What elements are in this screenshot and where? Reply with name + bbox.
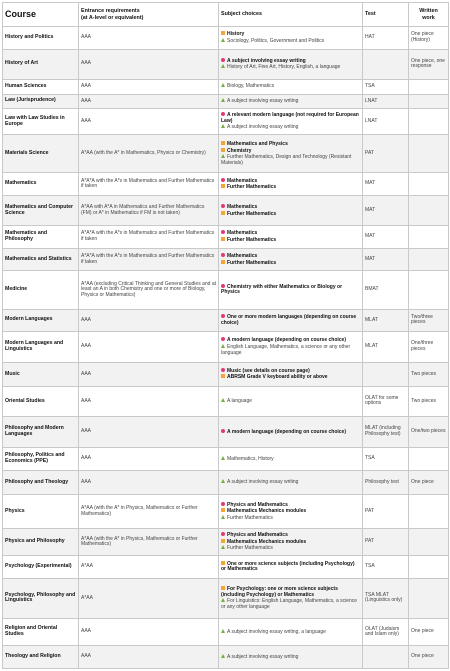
table-row: [3, 362, 449, 387]
subject-choices: [219, 578, 363, 619]
entrance-requirements: AAA: [79, 470, 219, 495]
subject-item: [221, 314, 360, 326]
course-requirements-table: [2, 2, 449, 669]
course-name: Medicine: [3, 271, 79, 309]
subject-item: [221, 374, 360, 381]
subject-item: [221, 429, 360, 436]
course-name: Law with Law Studies in Europe: [3, 109, 79, 135]
subject-item: [221, 148, 360, 155]
course-name: Philosophy and Modern Languages: [3, 416, 79, 448]
admissions-test: TSA: [363, 79, 409, 94]
subject-item: [221, 532, 360, 539]
subject-choices: [219, 416, 363, 448]
subject-item: [221, 83, 360, 90]
subject-item: [221, 64, 360, 71]
admissions-test: MAT: [363, 195, 409, 225]
entrance-requirements: A*A*A with the A*s in Mathematics and Further Mathematics if taken: [79, 226, 219, 249]
admissions-test: MAT: [363, 226, 409, 249]
entrance-requirements: A*AA (with the A* in Physics, Mathematics or Further Mathematics): [79, 495, 219, 529]
subject-text: Physics and Mathematics: [227, 501, 288, 508]
table-row: [3, 109, 449, 135]
written-work: [409, 271, 449, 309]
entrance-requirements: AAA: [79, 387, 219, 416]
subject-item: [221, 561, 360, 573]
course-name: Psychology (Experimental): [3, 556, 79, 579]
admissions-test: MAT: [363, 248, 409, 271]
written-work: [409, 109, 449, 135]
square-marker-icon: [221, 539, 225, 543]
subject-item: [221, 253, 360, 260]
subject-text: A subject involving essay writing: [227, 479, 299, 486]
course-name: Oriental Studies: [3, 387, 79, 416]
admissions-test: HAT: [363, 27, 409, 50]
triangle-marker-icon: [221, 124, 225, 128]
admissions-test: [363, 49, 409, 79]
written-work: Two pieces: [409, 387, 449, 416]
subject-text: A modern language (depending on course choice): [227, 337, 346, 344]
entrance-requirements: AAA: [79, 27, 219, 50]
triangle-marker-icon: [221, 654, 225, 658]
subject-item: [221, 586, 360, 598]
subject-item: [221, 38, 360, 45]
written-work: One piece (History): [409, 27, 449, 50]
written-work: One piece: [409, 470, 449, 495]
subject-item: [221, 479, 360, 486]
admissions-test: PAT: [363, 529, 409, 556]
square-marker-icon: [221, 586, 225, 590]
subject-item: [221, 368, 360, 375]
subject-item: [221, 58, 360, 65]
subject-item: [221, 260, 360, 267]
header-written-work: [409, 3, 449, 27]
subject-item: [221, 508, 360, 515]
header-requirements: [79, 3, 219, 27]
triangle-marker-icon: [221, 83, 225, 87]
subject-choices: [219, 248, 363, 271]
subject-choices: [219, 195, 363, 225]
subject-choices: [219, 619, 363, 646]
subject-item: [221, 398, 360, 405]
subject-item: [221, 598, 360, 610]
admissions-test: [363, 646, 409, 669]
admissions-test: OLAT for some options: [363, 387, 409, 416]
table-row: [3, 387, 449, 416]
subject-text: A subject involving essay writing: [227, 124, 299, 131]
written-work: [409, 135, 449, 173]
course-name: Mathematics: [3, 173, 79, 196]
course-name: Physics and Philosophy: [3, 529, 79, 556]
subject-text: Further Mathematics: [227, 259, 277, 266]
admissions-test: MLAT: [363, 309, 409, 332]
subject-item: [221, 98, 360, 105]
subject-item: [221, 211, 360, 218]
subject-text: A language: [227, 398, 253, 405]
square-marker-icon: [221, 561, 225, 565]
subject-choices: [219, 49, 363, 79]
subject-text: Sociology, Politics, Government and Politics: [227, 37, 325, 44]
entrance-requirements: A*AA (with the A* in Physics, Mathematics or Further Mathematics): [79, 529, 219, 556]
table-row: [3, 495, 449, 529]
circle-marker-icon: [221, 532, 225, 536]
table-row: [3, 135, 449, 173]
square-marker-icon: [221, 237, 225, 241]
subject-choices: [219, 94, 363, 109]
admissions-test: MAT: [363, 173, 409, 196]
subject-text: Mathematics Mechanics modules: [227, 538, 307, 545]
admissions-test: MLAT: [363, 332, 409, 362]
table-row: [3, 578, 449, 619]
header-work-line1: Written: [419, 8, 438, 15]
written-work: One piece: [409, 646, 449, 669]
table-body: [3, 27, 449, 669]
subject-item: [221, 184, 360, 191]
circle-marker-icon: [221, 112, 225, 116]
subject-item: [221, 178, 360, 185]
triangle-marker-icon: [221, 456, 225, 460]
circle-marker-icon: [221, 429, 225, 433]
entrance-requirements: AAA: [79, 309, 219, 332]
triangle-marker-icon: [221, 154, 225, 158]
square-marker-icon: [221, 141, 225, 145]
subject-choices: [219, 529, 363, 556]
table-row: [3, 248, 449, 271]
table-row: [3, 79, 449, 94]
written-work: [409, 173, 449, 196]
header-work-line2: work: [422, 14, 435, 21]
admissions-test: OLAT (Judaism and Islam only): [363, 619, 409, 646]
header-subjects: Subject choices: [219, 3, 363, 27]
written-work: [409, 248, 449, 271]
triangle-marker-icon: [221, 98, 225, 102]
written-work: [409, 556, 449, 579]
subject-item: [221, 112, 360, 124]
course-name: Mathematics and Statistics: [3, 248, 79, 271]
table-row: [3, 226, 449, 249]
subject-text: ABRSM Grade V keyboard ability or above: [227, 374, 328, 381]
admissions-test: MLAT (including Philosophy test): [363, 416, 409, 448]
written-work: One/three pieces: [409, 332, 449, 362]
square-marker-icon: [221, 374, 225, 378]
subject-text: A subject involving essay writing: [227, 57, 306, 64]
admissions-test: TSA: [363, 556, 409, 579]
header-course: Course: [3, 3, 79, 27]
entrance-requirements: AAA: [79, 109, 219, 135]
table-row: [3, 27, 449, 50]
admissions-test: TSA: [363, 448, 409, 471]
entrance-requirements: AAA: [79, 646, 219, 669]
subject-choices: [219, 109, 363, 135]
table-row: [3, 195, 449, 225]
entrance-requirements: AAA: [79, 619, 219, 646]
subject-text: For Linguistics: English Language, Mathematics, a science or any other language: [221, 598, 358, 611]
subject-item: [221, 230, 360, 237]
subject-text: A relevant modern language (not required for European Law): [221, 112, 359, 124]
subject-choices: [219, 495, 363, 529]
subject-text: English Language, Mathematics, a science or any other language: [221, 344, 351, 356]
subject-choices: [219, 79, 363, 94]
subject-text: Further Mathematics, Design and Technology (Resistant Materials): [221, 154, 352, 166]
written-work: One piece: [409, 619, 449, 646]
entrance-requirements: A*A*A with the A*s in Mathematics and Further Mathematics if taken: [79, 173, 219, 196]
subject-text: Mathematics: [227, 177, 258, 184]
subject-text: Further Mathematics: [227, 515, 273, 522]
subject-item: [221, 502, 360, 509]
subject-choices: [219, 470, 363, 495]
written-work: Two/three pieces: [409, 309, 449, 332]
course-name: History of Art: [3, 49, 79, 79]
written-work: [409, 448, 449, 471]
subject-text: One or more science subjects (including Psychology) or Mathematics: [221, 560, 355, 573]
square-marker-icon: [221, 508, 225, 512]
subject-choices: [219, 271, 363, 309]
subject-choices: [219, 646, 363, 669]
subject-text: History of Art, Fine Art, History, English, a language: [227, 64, 341, 71]
subject-text: Physics and Mathematics: [227, 532, 288, 539]
entrance-requirements: AAA: [79, 94, 219, 109]
triangle-marker-icon: [221, 629, 225, 633]
triangle-marker-icon: [221, 479, 225, 483]
triangle-marker-icon: [221, 398, 225, 402]
table-row: [3, 416, 449, 448]
entrance-requirements: AAA: [79, 448, 219, 471]
circle-marker-icon: [221, 178, 225, 182]
table-row: [3, 448, 449, 471]
subject-text: For Psychology: one or more science subjects (including Psychology) or Mathematics: [221, 586, 338, 598]
course-name: Human Sciences: [3, 79, 79, 94]
entrance-requirements: A*AA (with the A* in Mathematics, Physics or Chemistry): [79, 135, 219, 173]
subject-item: [221, 456, 360, 463]
subject-text: Music (see details on course page): [227, 367, 310, 374]
admissions-test: TSA MLAT (Linguistics only): [363, 578, 409, 619]
subject-text: History: [227, 31, 245, 38]
subject-text: Mathematics: [227, 252, 258, 259]
table-row: [3, 556, 449, 579]
written-work: [409, 226, 449, 249]
triangle-marker-icon: [221, 38, 225, 42]
subject-text: Further Mathematics: [227, 184, 277, 191]
written-work: [409, 529, 449, 556]
subject-text: Chemistry: [227, 147, 252, 154]
admissions-test: PAT: [363, 135, 409, 173]
table-row: [3, 49, 449, 79]
admissions-test: PAT: [363, 495, 409, 529]
subject-text: Mathematics Mechanics modules: [227, 508, 307, 515]
square-marker-icon: [221, 148, 225, 152]
admissions-test: BMAT: [363, 271, 409, 309]
subject-choices: [219, 27, 363, 50]
subject-text: Further Mathematics: [227, 237, 277, 244]
table-row: [3, 646, 449, 669]
admissions-test: Philosophy test: [363, 470, 409, 495]
subject-text: Chemistry with either Mathematics or Biology or Physics: [221, 283, 343, 296]
written-work: [409, 195, 449, 225]
table-row: [3, 529, 449, 556]
circle-marker-icon: [221, 230, 225, 234]
entrance-requirements: A*AA: [79, 578, 219, 619]
table-row: [3, 173, 449, 196]
course-name: Philosophy, Politics and Economics (PPE): [3, 448, 79, 471]
entrance-requirements: A*A*A with the A*s in Mathematics and Further Mathematics if taken: [79, 248, 219, 271]
subject-item: [221, 141, 360, 148]
subject-item: [221, 284, 360, 296]
course-name: History and Politics: [3, 27, 79, 50]
triangle-marker-icon: [221, 344, 225, 348]
subject-choices: [219, 387, 363, 416]
subject-item: [221, 237, 360, 244]
table-row: [3, 94, 449, 109]
course-name: Mathematics and Computer Science: [3, 195, 79, 225]
circle-marker-icon: [221, 284, 225, 288]
square-marker-icon: [221, 211, 225, 215]
circle-marker-icon: [221, 368, 225, 372]
subject-item: [221, 545, 360, 552]
circle-marker-icon: [221, 314, 225, 318]
subject-text: Mathematics and Physics: [227, 141, 288, 148]
entrance-requirements: AAA: [79, 416, 219, 448]
course-name: Physics: [3, 495, 79, 529]
header-requirements-line1: Entrance requirements: [81, 8, 140, 15]
subject-choices: [219, 173, 363, 196]
subject-text: A modern language (depending on course choice): [227, 428, 346, 435]
table-row: [3, 309, 449, 332]
subject-item: [221, 515, 360, 522]
entrance-requirements: A*AA with A*A in Mathematics and Further Mathematics (FM) or A* in Mathematics if FM is not taken): [79, 195, 219, 225]
header-test: Test: [363, 3, 409, 27]
course-name: Materials Science: [3, 135, 79, 173]
triangle-marker-icon: [221, 515, 225, 519]
subject-choices: [219, 556, 363, 579]
circle-marker-icon: [221, 204, 225, 208]
square-marker-icon: [221, 260, 225, 264]
triangle-marker-icon: [221, 64, 225, 68]
course-name: Philosophy and Theology: [3, 470, 79, 495]
subject-text: Biology, Mathematics: [227, 83, 275, 90]
written-work: Two pieces: [409, 362, 449, 387]
subject-text: Mathematics: [227, 230, 258, 237]
subject-text: One or more modern languages (depending on course choice): [221, 314, 357, 326]
square-marker-icon: [221, 184, 225, 188]
course-name: Religion and Oriental Studies: [3, 619, 79, 646]
circle-marker-icon: [221, 253, 225, 257]
written-work: One piece, one response: [409, 49, 449, 79]
entrance-requirements: AAA: [79, 332, 219, 362]
subject-item: [221, 204, 360, 211]
subject-choices: [219, 448, 363, 471]
header-requirements-line2: (at A-level or equivalent): [81, 14, 144, 21]
subject-text: Further Mathematics: [227, 210, 277, 217]
entrance-requirements: A*AA (excluding Critical Thinking and General Studies and at least an A in both Chemistry and one or more of Biology, Physics or Mathematics): [79, 271, 219, 309]
table-row: [3, 470, 449, 495]
subject-item: [221, 124, 360, 131]
course-name: Theology and Religion: [3, 646, 79, 669]
subject-choices: [219, 332, 363, 362]
table-header-row: [3, 3, 449, 27]
table-row: [3, 271, 449, 309]
table-row: [3, 619, 449, 646]
subject-text: Mathematics: [227, 204, 258, 210]
circle-marker-icon: [221, 337, 225, 341]
written-work: [409, 79, 449, 94]
admissions-test: LNAT: [363, 94, 409, 109]
course-name: Psychology, Philosophy and Linguistics: [3, 578, 79, 619]
written-work: [409, 495, 449, 529]
subject-item: [221, 337, 360, 344]
admissions-test: LNAT: [363, 109, 409, 135]
course-name: Music: [3, 362, 79, 387]
entrance-requirements: AAA: [79, 79, 219, 94]
subject-item: [221, 539, 360, 546]
course-name: Modern Languages: [3, 309, 79, 332]
subject-text: Further Mathematics: [227, 545, 273, 552]
subject-text: A subject involving essay writing: [227, 653, 299, 660]
square-marker-icon: [221, 31, 225, 35]
subject-item: [221, 654, 360, 661]
entrance-requirements: AAA: [79, 49, 219, 79]
subject-text: Mathematics, History: [227, 455, 274, 462]
subject-text: A subject involving essay writing, a language: [227, 628, 326, 635]
subject-item: [221, 344, 360, 356]
course-name: Mathematics and Philosophy: [3, 226, 79, 249]
subject-choices: [219, 135, 363, 173]
subject-item: [221, 31, 360, 38]
course-name: Modern Languages and Linguistics: [3, 332, 79, 362]
table-row: [3, 332, 449, 362]
written-work: [409, 94, 449, 109]
triangle-marker-icon: [221, 598, 225, 602]
subject-choices: [219, 362, 363, 387]
subject-choices: [219, 226, 363, 249]
triangle-marker-icon: [221, 545, 225, 549]
circle-marker-icon: [221, 58, 225, 62]
subject-choices: [219, 309, 363, 332]
admissions-test: [363, 362, 409, 387]
entrance-requirements: AAA: [79, 362, 219, 387]
entrance-requirements: A*AA: [79, 556, 219, 579]
course-name: Law (Jurisprudence): [3, 94, 79, 109]
written-work: [409, 578, 449, 619]
subject-item: [221, 629, 360, 636]
subject-text: A subject involving essay writing: [227, 98, 299, 105]
written-work: One/two pieces: [409, 416, 449, 448]
circle-marker-icon: [221, 502, 225, 506]
subject-item: [221, 154, 360, 166]
